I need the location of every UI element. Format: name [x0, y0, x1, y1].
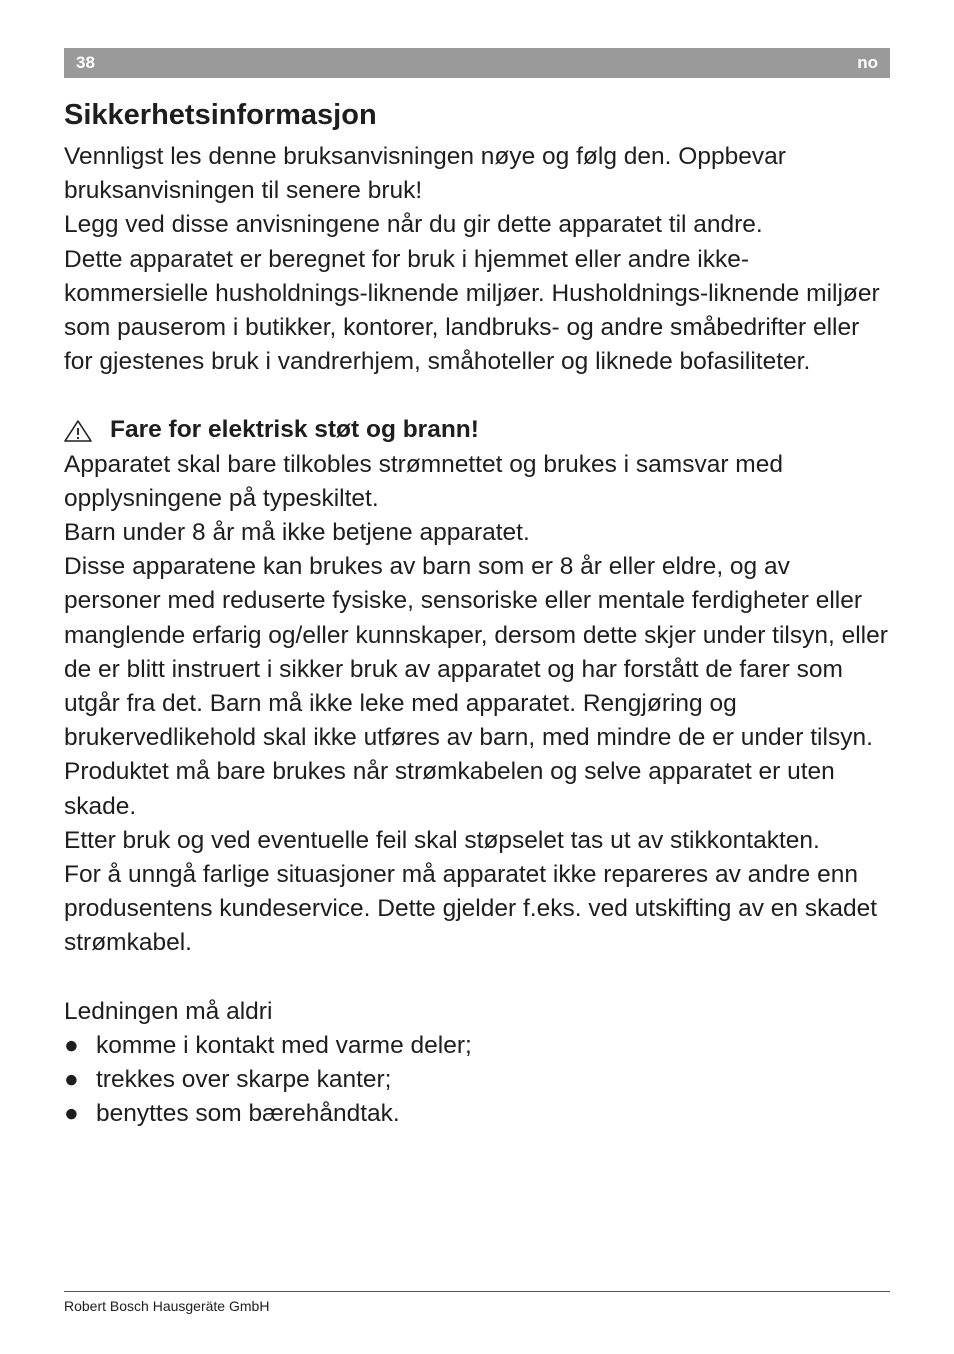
warning-triangle-icon	[64, 419, 96, 443]
page-number: 38	[76, 53, 95, 72]
spacer	[64, 379, 890, 413]
warning-paragraph: Disse apparatene kan brukes av barn som er 8 år eller eldre, og av personer med reduserte fysiske, sensoriske eller mentale ferdigheter eller manglende erfarig og/eller kunnskaper, dersom dette skjer under tilsyn, eller de er blitt instruert i sikker bruk av apparatet og har forstått de farer som utgår fra det. Barn må ikke leke med apparatet. Rengjøring og brukervedlikehold skal ikke utføres av barn, med mindre de er under tilsyn.	[64, 553, 888, 752]
list-item	[64, 1097, 890, 1131]
page-header-bar	[64, 48, 890, 78]
footer-divider	[64, 1291, 890, 1292]
spacer	[64, 961, 890, 995]
main-content	[64, 96, 890, 1131]
list-item	[64, 1063, 890, 1097]
warning-heading	[64, 413, 890, 447]
intro-paragraph: Dette apparatet er beregnet for bruk i hjemmet eller andre ikke-kommersielle husholdnings-liknende miljøer. Husholdnings-liknende miljøer som pauserom i butikker, kontorer, landbruks- og andre småbedrifter eller for gjestenes bruk i vandrerhjem, småhoteller og liknede bofasiliteter.	[64, 245, 880, 376]
cord-list	[64, 1029, 890, 1132]
bullet-icon: ●	[64, 1031, 79, 1059]
cord-lead: Ledningen må aldri	[64, 997, 273, 1025]
warning-paragraph: Apparatet skal bare tilkobles strømnettet og brukes i samsvar med opplysningene på typeskiltet.	[64, 450, 783, 512]
footer-company: Robert Bosch Hausgeräte GmbH	[64, 1298, 270, 1314]
intro-paragraph: Legg ved disse anvisningene når du gir dette apparatet til andre.	[64, 211, 763, 239]
section-title: Sikkerhetsinformasjon	[64, 99, 377, 131]
warning-paragraph: Etter bruk og ved eventuelle feil skal støpselet tas ut av stikkontakten.	[64, 826, 820, 854]
list-item-text: trekkes over skarpe kanter;	[96, 1066, 392, 1094]
intro-paragraph: Vennligst les denne bruksanvisningen nøye og følg den. Oppbevar bruksanvisningen til senere bruk!	[64, 143, 786, 205]
warning-paragraph: For å unngå farlige situasjoner må apparatet ikke repareres av andre enn produsentens kundeservice. Dette gjelder f.eks. ved utskifting av en skadet strømkabel.	[64, 861, 878, 957]
bullet-icon: ●	[64, 1066, 79, 1094]
warning-heading-text: Fare for elektrisk støt og brann!	[110, 416, 479, 444]
bullet-icon: ●	[64, 1100, 79, 1128]
list-item	[64, 1029, 890, 1063]
language-code: no	[857, 53, 878, 72]
warning-paragraph: Barn under 8 år må ikke betjene apparatet.	[64, 519, 530, 547]
warning-paragraph: Produktet må bare brukes når strømkabelen og selve apparatet er uten skade.	[64, 758, 835, 820]
list-item-text: komme i kontakt med varme deler;	[96, 1031, 472, 1059]
list-item-text: benyttes som bærehåndtak.	[96, 1100, 400, 1128]
